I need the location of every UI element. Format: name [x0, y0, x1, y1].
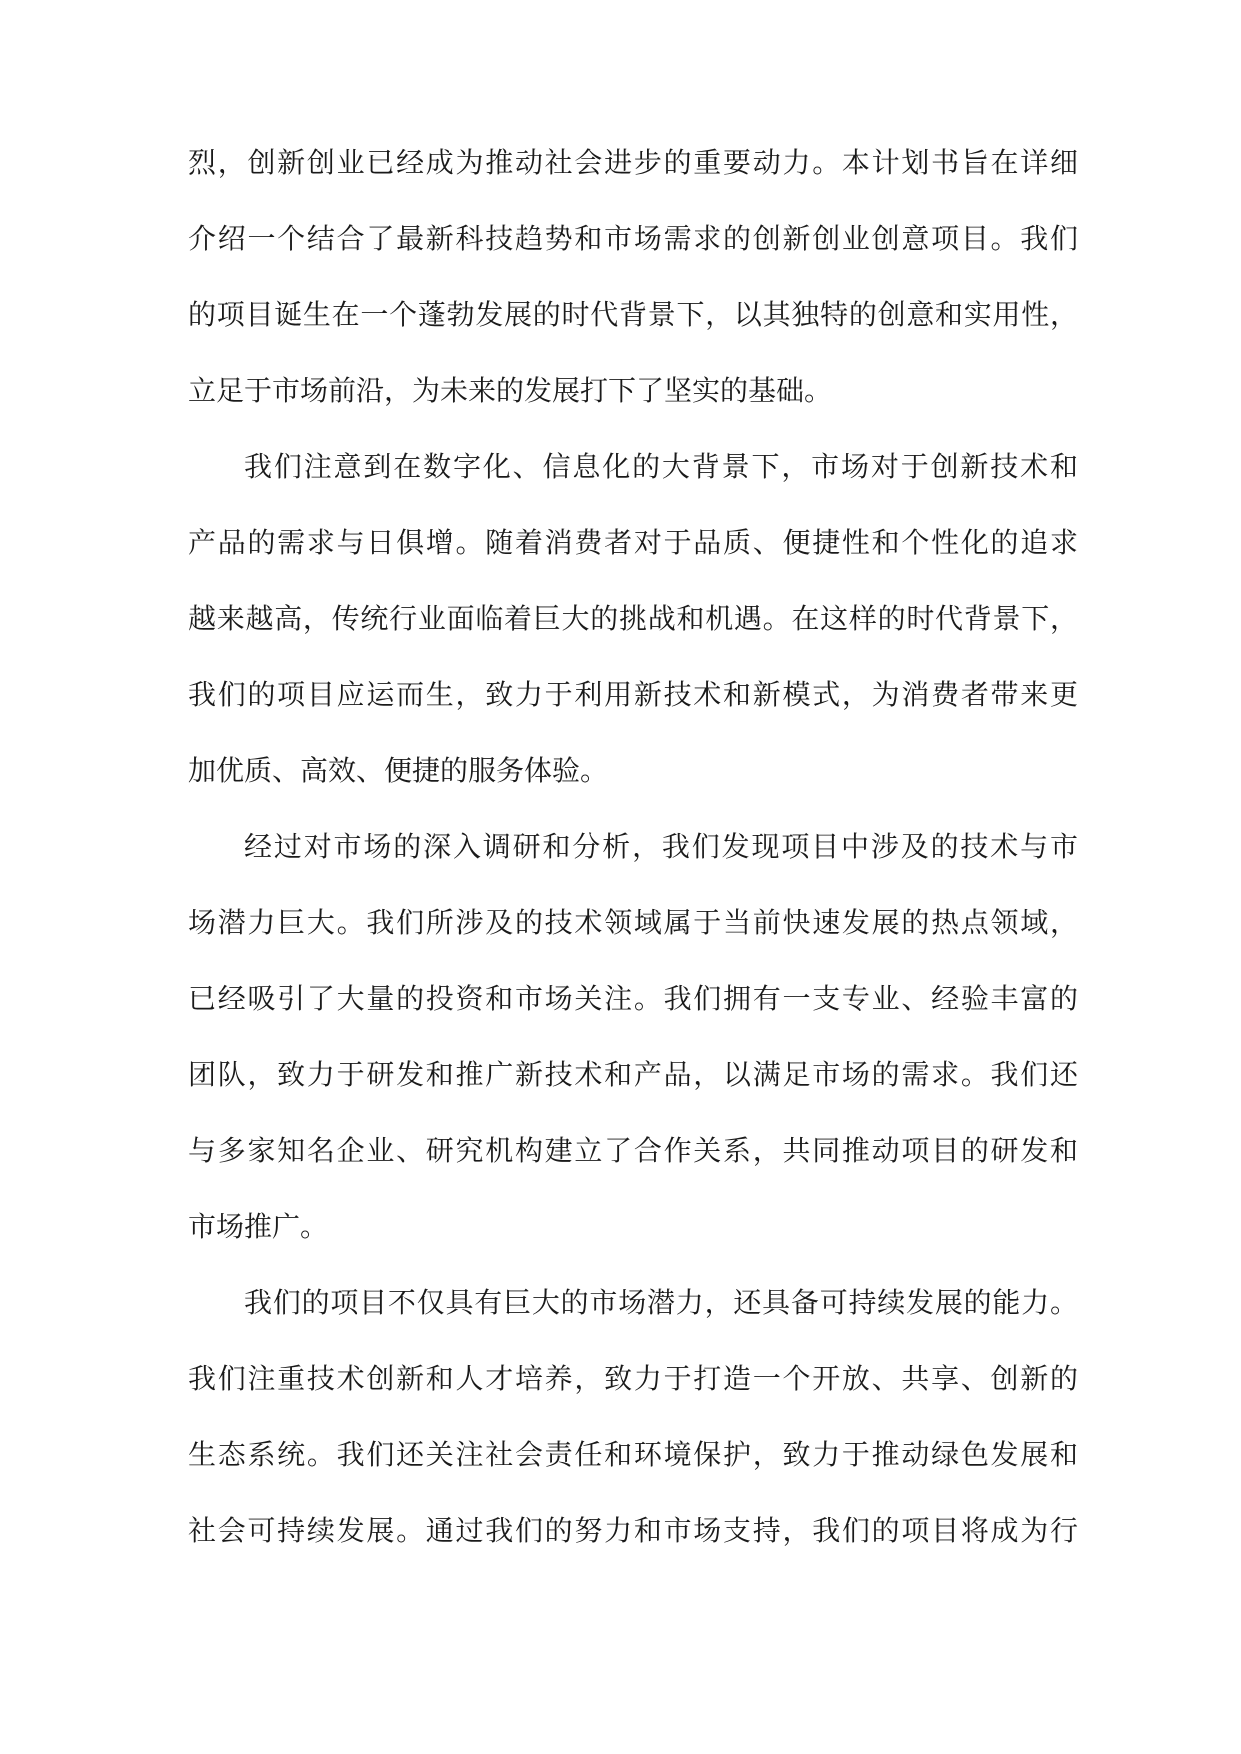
- text-line: 的项目诞生在一个蓬勃发展的时代背景下，以其独特的创意和实用性，: [188, 298, 1078, 331]
- text-line: 产品的需求与日俱增。随着消费者对于品质、便捷性和个性化的追求: [188, 526, 1078, 559]
- text-line: 团队，致力于研发和推广新技术和产品，以满足市场的需求。我们还: [188, 1058, 1078, 1091]
- text-line: 经过对市场的深入调研和分析，我们发现项目中涉及的技术与市: [244, 830, 1078, 863]
- text-line: 我们的项目应运而生，致力于利用新技术和新模式，为消费者带来更: [188, 678, 1078, 711]
- text-line: 越来越高，传统行业面临着巨大的挑战和机遇。在这样的时代背景下，: [188, 602, 1078, 635]
- text-line: 立足于市场前沿，为未来的发展打下了坚实的基础。: [188, 374, 833, 407]
- text-line: 场潜力巨大。我们所涉及的技术领域属于当前快速发展的热点领域，: [188, 906, 1078, 939]
- text-line: 烈，创新创业已经成为推动社会进步的重要动力。本计划书旨在详细: [188, 146, 1078, 179]
- body-text: [188, 145, 1078, 1589]
- text-line: 我们注重技术创新和人才培养，致力于打造一个开放、共享、创新的: [188, 1362, 1078, 1395]
- text-line: 社会可持续发展。通过我们的努力和市场支持，我们的项目将成为行: [188, 1514, 1078, 1547]
- text-line: 我们的项目不仅具有巨大的市场潜力，还具备可持续发展的能力。: [244, 1286, 1078, 1319]
- text-line: 介绍一个结合了最新科技趋势和市场需求的创新创业创意项目。我们: [188, 222, 1078, 255]
- text-line: 与多家知名企业、研究机构建立了合作关系，共同推动项目的研发和: [188, 1134, 1078, 1167]
- text-line: 已经吸引了大量的投资和市场关注。我们拥有一支专业、经验丰富的: [188, 982, 1078, 1015]
- text-line: 市场推广。: [188, 1210, 329, 1243]
- text-line: 加优质、高效、便捷的服务体验。: [188, 754, 609, 787]
- text-line: 生态系统。我们还关注社会责任和环境保护，致力于推动绿色发展和: [188, 1438, 1078, 1471]
- text-line: 我们注意到在数字化、信息化的大背景下，市场对于创新技术和: [244, 450, 1078, 483]
